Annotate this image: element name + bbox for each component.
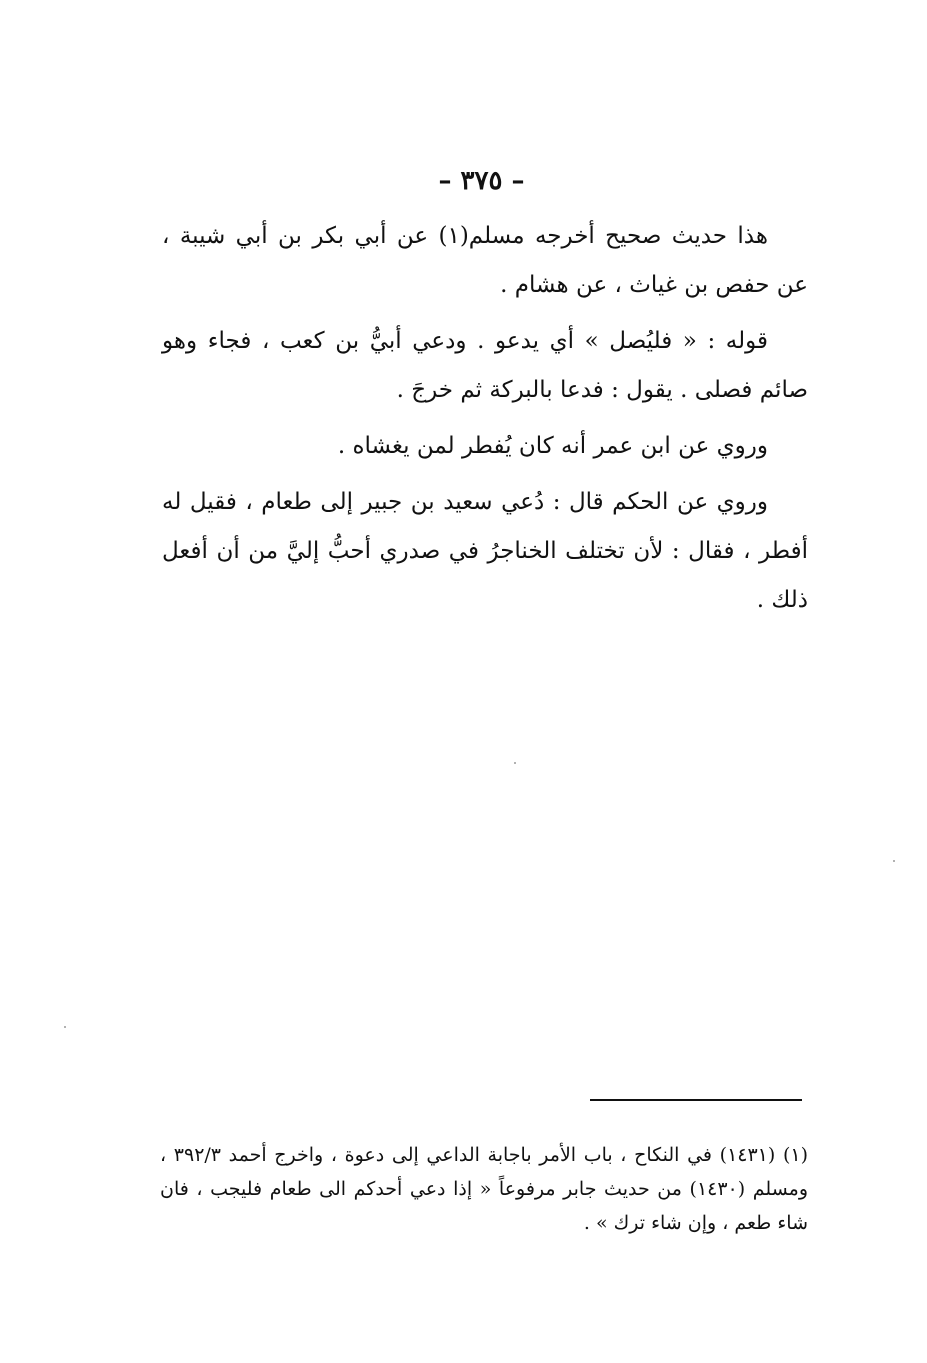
- paragraph-ibn-umar: وروي عن ابن عمر أنه كان يُفطر لمن يغشاه .: [337, 433, 768, 459]
- footnote: (١) (١٤٣١) في النكاح ، باب الأمر باجابة الداعي إلى دعوة ، واخرج أحمد ٣٩٢/٣ ، ومسلم (١٤٣٠) من حديث جابر مرفوعاً « إذا دعي أحدكم الى طعام فليجب ، فان شاء طعم ، وإن شاء ترك » .: [160, 1144, 809, 1234]
- footnote-divider: [590, 1099, 802, 1101]
- scan-speck: [514, 762, 516, 764]
- scan-speck: [64, 1026, 66, 1028]
- paragraph-al-hakam: وروي عن الحكم قال : دُعي سعيد بن جبير إلى طعام ، فقيل له أفطر ، فقال : لأن تختلف الخناجرُ في صدري أحبُّ إليَّ من أن أفعل ذلك .: [162, 489, 808, 613]
- scan-speck: [893, 860, 895, 862]
- body-text: [162, 212, 808, 632]
- paragraph-commentary: قوله : « فليُصل » أي يدعو . ودعي أبيُّ بن كعب ، فجاء وهو صائم فصلى . يقول : فدعا بالبركة ثم خرجَ .: [162, 328, 808, 403]
- page-number: – ٣٧٥ –: [438, 166, 525, 196]
- paragraph-hadith-source: هذا حديث صحيح أخرجه مسلم(١) عن أبي بكر بن أبي شيبة ، عن حفص بن غياث ، عن هشام .: [162, 223, 808, 298]
